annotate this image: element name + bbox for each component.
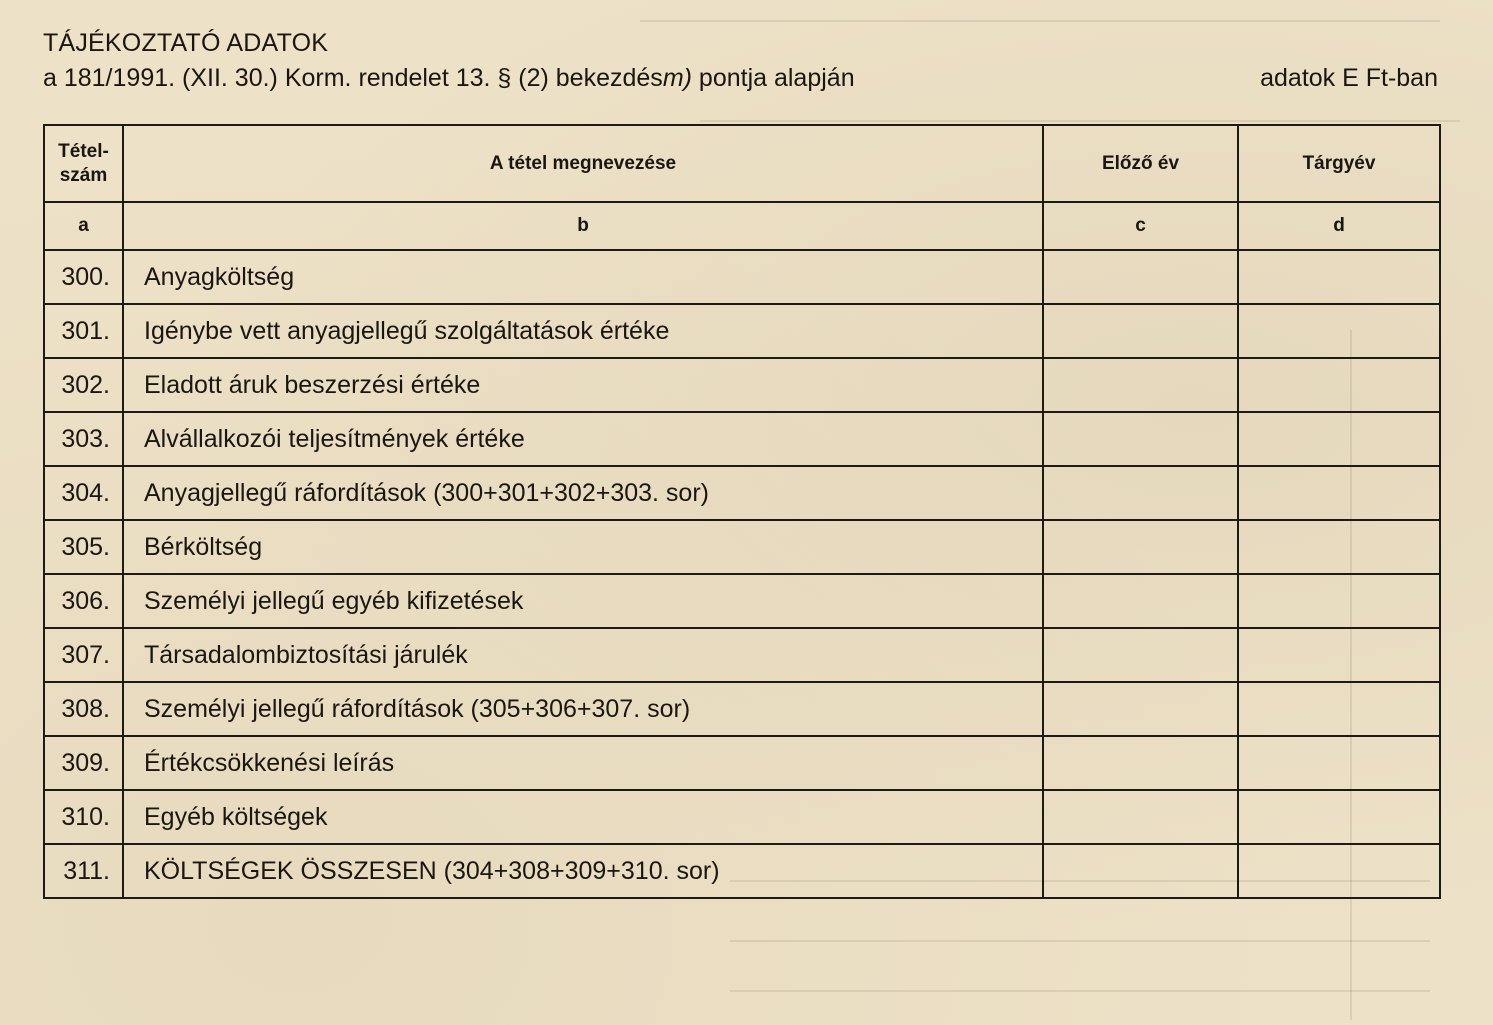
column-letter: d bbox=[1238, 202, 1440, 250]
item-number-cell: 300. bbox=[44, 250, 123, 304]
item-name-cell: Anyagjellegű ráfordítások (300+301+302+303. sor) bbox=[123, 466, 1043, 520]
item-number-cell: 304. bbox=[44, 466, 123, 520]
current-year-value-cell bbox=[1238, 412, 1440, 466]
item-name-cell: Egyéb költségek bbox=[123, 790, 1043, 844]
table-row bbox=[44, 682, 1440, 736]
regulation-reference bbox=[43, 60, 855, 96]
previous-year-value-cell bbox=[1043, 844, 1238, 898]
item-number-cell: 306. bbox=[44, 574, 123, 628]
current-year-value-cell bbox=[1238, 682, 1440, 736]
current-year-value-cell bbox=[1238, 628, 1440, 682]
document-title: TÁJÉKOZTATÓ ADATOK bbox=[43, 29, 329, 57]
previous-year-value-cell bbox=[1043, 574, 1238, 628]
previous-year-value-cell bbox=[1043, 520, 1238, 574]
table-row bbox=[44, 304, 1440, 358]
bleed-through-line bbox=[700, 120, 1460, 122]
column-header-previous-year: Előző év bbox=[1043, 125, 1238, 202]
table-row bbox=[44, 736, 1440, 790]
item-name-cell: Eladott áruk beszerzési értéke bbox=[123, 358, 1043, 412]
item-name-cell: Személyi jellegű egyéb kifizetések bbox=[123, 574, 1043, 628]
column-header-current-year: Tárgyév bbox=[1238, 125, 1440, 202]
previous-year-value-cell bbox=[1043, 358, 1238, 412]
current-year-value-cell bbox=[1238, 574, 1440, 628]
current-year-value-cell bbox=[1238, 358, 1440, 412]
previous-year-value-cell bbox=[1043, 412, 1238, 466]
previous-year-value-cell bbox=[1043, 628, 1238, 682]
current-year-value-cell bbox=[1238, 844, 1440, 898]
previous-year-value-cell bbox=[1043, 682, 1238, 736]
item-name-cell: Bérköltség bbox=[123, 520, 1043, 574]
column-letter: b bbox=[123, 202, 1043, 250]
unit-label: adatok E Ft-ban bbox=[1260, 64, 1438, 92]
bleed-through-line bbox=[730, 990, 1430, 992]
item-name-cell: KÖLTSÉGEK ÖSSZESEN (304+308+309+310. sor) bbox=[123, 844, 1043, 898]
column-header-item-number: Tétel- szám bbox=[44, 125, 123, 202]
current-year-value-cell bbox=[1238, 304, 1440, 358]
table-row bbox=[44, 574, 1440, 628]
table-header-row bbox=[44, 125, 1440, 202]
item-number-cell: 308. bbox=[44, 682, 123, 736]
table-row bbox=[44, 466, 1440, 520]
cost-table bbox=[43, 124, 1441, 899]
current-year-value-cell bbox=[1238, 520, 1440, 574]
subtitle-row bbox=[43, 60, 1438, 96]
column-letter: c bbox=[1043, 202, 1238, 250]
document-header bbox=[43, 28, 1438, 96]
item-number-cell: 307. bbox=[44, 628, 123, 682]
table-row bbox=[44, 412, 1440, 466]
table-row bbox=[44, 250, 1440, 304]
previous-year-value-cell bbox=[1043, 250, 1238, 304]
current-year-value-cell bbox=[1238, 466, 1440, 520]
previous-year-value-cell bbox=[1043, 304, 1238, 358]
previous-year-value-cell bbox=[1043, 466, 1238, 520]
item-name-cell: Személyi jellegű ráfordítások (305+306+307. sor) bbox=[123, 682, 1043, 736]
regulation-text-end: pontja alapján bbox=[691, 64, 855, 92]
item-name-cell: Társadalombiztosítási járulék bbox=[123, 628, 1043, 682]
item-name-cell: Alvállalkozói teljesítmények értéke bbox=[123, 412, 1043, 466]
table-row bbox=[44, 844, 1440, 898]
current-year-value-cell bbox=[1238, 790, 1440, 844]
item-number-cell: 303. bbox=[44, 412, 123, 466]
item-name-cell: Igénybe vett anyagjellegű szolgáltatások értéke bbox=[123, 304, 1043, 358]
item-number-cell: 310. bbox=[44, 790, 123, 844]
item-name-cell: Anyagköltség bbox=[123, 250, 1043, 304]
column-letter: a bbox=[44, 202, 123, 250]
table-row bbox=[44, 520, 1440, 574]
previous-year-value-cell bbox=[1043, 790, 1238, 844]
bleed-through-line bbox=[730, 940, 1430, 942]
item-number-cell: 302. bbox=[44, 358, 123, 412]
item-name-cell: Értékcsökkenési leírás bbox=[123, 736, 1043, 790]
table-body bbox=[44, 250, 1440, 898]
item-number-cell: 309. bbox=[44, 736, 123, 790]
column-header-item-name: A tétel megnevezése bbox=[123, 125, 1043, 202]
regulation-point: m) bbox=[662, 64, 692, 92]
current-year-value-cell bbox=[1238, 250, 1440, 304]
regulation-text: a 181/1991. (XII. 30.) Korm. rendelet 13. § (2) bekezdés bbox=[43, 64, 663, 92]
table-row bbox=[44, 358, 1440, 412]
current-year-value-cell bbox=[1238, 736, 1440, 790]
item-number-cell: 301. bbox=[44, 304, 123, 358]
item-number-cell: 305. bbox=[44, 520, 123, 574]
bleed-through-line bbox=[640, 20, 1440, 22]
previous-year-value-cell bbox=[1043, 736, 1238, 790]
item-number-cell: 311. bbox=[44, 844, 123, 898]
table-letter-row bbox=[44, 202, 1440, 250]
table-row bbox=[44, 790, 1440, 844]
table-row bbox=[44, 628, 1440, 682]
